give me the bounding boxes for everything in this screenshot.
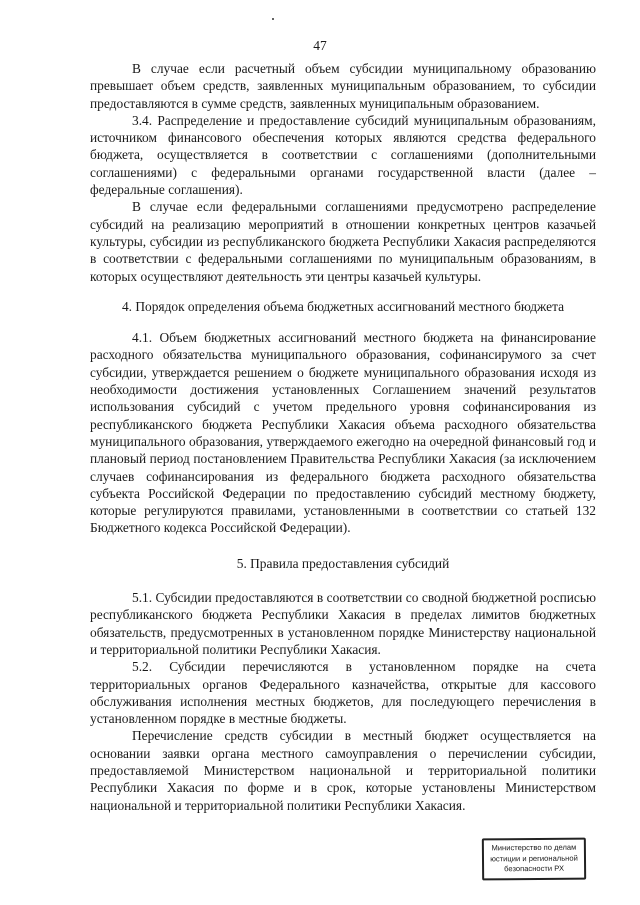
registration-stamp [482, 838, 586, 881]
paragraph: 3.4. Распределение и предоставление субсидий муниципальным образованиям, источником финансового обеспечения которых являются средства федерального бюджета, осуществляется в соответствии с соглашениями (дополнительными соглашениями) с федеральными органами государственной власти (далее – федеральные соглашения). [90, 112, 596, 198]
paragraph: В случае если расчетный объем субсидии муниципальному образованию превышает объем средств, заявленных муниципальным образованием, то субсидии предоставляются в сумме средств, заявленных муниципальным образованием. [90, 61, 596, 111]
section-4-heading: 4. Порядок определения объема бюджетных ассигнований местного бюджета [121, 298, 565, 314]
stamp-line: Министерство по делам [491, 842, 577, 853]
section-5-heading: 5. Правила предоставления субсидий [236, 555, 450, 571]
paragraph: 5.1. Субсидии предоставляются в соответствии со сводной бюджетной росписью республиканского бюджета Республики Хакасия в пределах лимитов бюджетных обязательств, предусмотренных в установленном порядке Министерству национальной и территориальной политики Республики Хакасия. [90, 590, 596, 657]
stamp-line: безопасности РХ [504, 863, 565, 874]
scan-speck [272, 18, 274, 20]
document-body [90, 60, 596, 814]
paragraph: Перечисление средств субсидии в местный бюджет осуществляется на основании заявки органа местного самоуправления о перечислении субсидии, предоставляемой Министерством национальной и территориальной политики Республики Хакасия по форме и в срок, которые установлены Министерством национальной и территориальной политики Республики Хакасия. [90, 728, 596, 813]
paragraph: 5.2. Субсидии перечисляются в установленном порядке на счета территориальных органов Федерального казначейства, открытые для кассового обслуживания исполнения местных бюджетов, для последующего перечисления в установленном порядке в местные бюджеты. [90, 659, 596, 727]
paragraph: 4.1. Объем бюджетных ассигнований местного бюджета на финансирование расходного обязательства муниципального образования, софинансирумого за счет субсидии, утверждается решением о бюджете муниципального образования исходя из необходимости достижения установленных Соглашением значений результатов использования субсидий с учетом предельного уровня софинансирования из республиканского бюджета Республики Хакасия объема расходного обязательства муниципального образования, утверждаемого ежегодно на очередной финансовый год и плановый период постановлением Правительства Республики Хакасия (за исключением случаев софинансирования из федерального бюджета расходного обязательства субъекта Российской Федерации по предоставлению субсидий местному бюджету, которые регулируются правилами, установленными в соответствии со статьей 132 Бюджетного кодекса Российской Федерации). [90, 330, 596, 536]
stamp-line: юстиции и региональной [490, 853, 578, 863]
page-number: 47 [313, 38, 327, 53]
paragraph: В случае если федеральными соглашениями предусмотрено распределение субсидий на реализацию мероприятий в отношении конкретных центров казачьей культуры, субсидии из республиканского бюджета Республики Хакасия распределяются в соответствии с федеральными соглашениями по муниципальным образованиям, в которых осуществляют деятельность эти центры казачьей культуры. [90, 199, 596, 284]
